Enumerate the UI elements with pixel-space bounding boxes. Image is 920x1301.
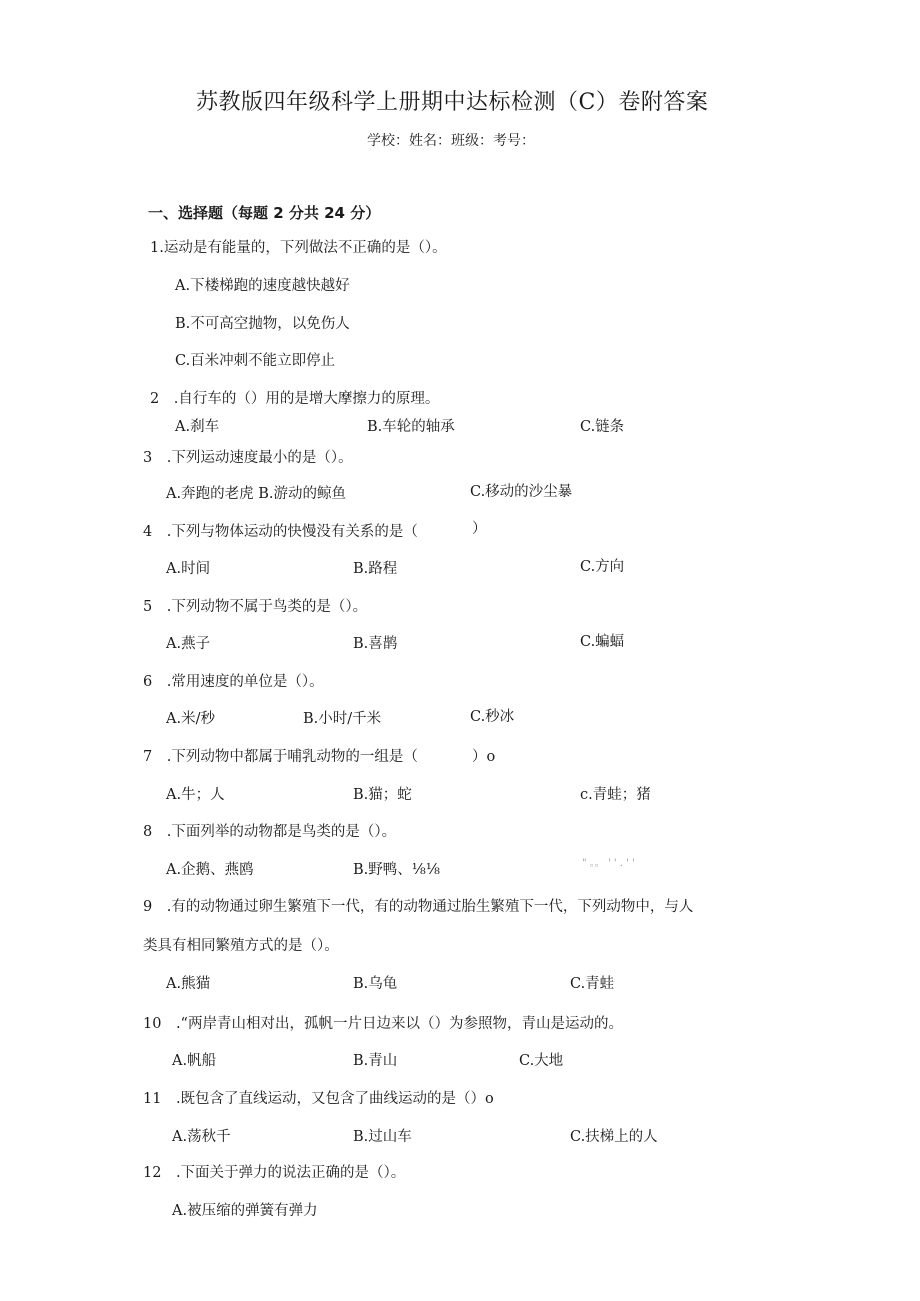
question-4-option-b: B.路程: [353, 561, 398, 577]
question-6: 6 .常用速度的单位是（）。: [143, 674, 324, 690]
question-3-option-ab: A.奔跑的老虎 B.游动的鲸鱼: [166, 486, 346, 502]
question-6-option-b: B.小时/千米: [303, 711, 382, 727]
question-10: 10 .“两岸青山相对出，孤帆一片日边来以（）为参照物，青山是运动的。: [143, 1016, 623, 1032]
question-7-option-c: c.青蛙；猪: [580, 787, 651, 803]
question-1: 1.运动是有能量的，下列做法不正确的是（）。: [150, 240, 447, 256]
question-3: 3 .下列运动速度最小的是（）。: [143, 450, 353, 466]
question-10-option-c: C.大地: [519, 1053, 564, 1069]
question-7: 7 .下列动物中都属于哺乳动物的一组是（: [143, 749, 418, 765]
question-2-option-a: A.刹车: [175, 419, 220, 435]
question-8-option-a: A.企鹅、燕鸥: [166, 862, 254, 878]
question-3-option-c: C.移动的沙尘暴: [470, 484, 573, 500]
question-4-option-a: A.时间: [166, 561, 211, 577]
question-2-option-b: B.车轮的轴承: [367, 419, 455, 435]
question-8: 8 .下面列举的动物都是鸟类的是（）。: [143, 824, 397, 840]
question-9-option-a: A.熊猫: [166, 976, 211, 992]
question-2-option-c: C.链条: [580, 419, 625, 435]
question-1-option-a: A.下楼梯跑的速度越快越好: [175, 278, 350, 294]
question-4-option-c: C.方向: [580, 559, 625, 575]
student-info-line: 学校：姓名：班级：考号：: [367, 133, 535, 149]
question-5: 5 .下列动物不属于鸟类的是（）。: [143, 599, 368, 615]
question-10-option-a: A.帆船: [172, 1053, 217, 1069]
section-heading: 一、选择题（每题 2 分共 24 分）: [148, 204, 381, 222]
question-1-option-c: C.百米冲刺不能立即停止: [175, 353, 336, 369]
question-12-option-a: A.被压缩的弹簧有弹力: [172, 1203, 318, 1219]
question-4: 4 .下列与物体运动的快慢没有关系的是（: [143, 524, 418, 540]
question-1-option-b: B.不可高空抛物，以免伤人: [175, 316, 350, 332]
question-8-option-c-faded: " 。。 ' ' . ' ': [582, 858, 635, 869]
question-6-option-a: A.米/秒: [166, 711, 215, 727]
question-4-close-paren: ）: [472, 521, 487, 537]
question-5-option-a: A.燕子: [166, 636, 211, 652]
page-title: 苏教版四年级科学上册期中达标检测（C）卷附答案: [196, 90, 709, 115]
question-9-line-2: 类具有相同繁殖方式的是（）。: [143, 938, 339, 954]
question-9: 9 .有的动物通过卵生繁殖下一代，有的动物通过胎生繁殖下一代，下列动物中，与人: [143, 899, 694, 915]
question-5-option-b: B.喜鹊: [353, 636, 398, 652]
question-6-option-c: C.秒冰: [470, 709, 515, 725]
question-2: 2 .自行车的（）用的是增大摩擦力的原理。: [150, 391, 440, 407]
question-12: 12 .下面关于弹力的说法正确的是（）。: [143, 1165, 406, 1181]
question-5-option-c: C.蝙蝠: [580, 634, 625, 650]
question-9-option-b: B.乌龟: [353, 976, 398, 992]
question-11-option-c: C.扶梯上的人: [570, 1129, 658, 1145]
question-10-option-b: B.青山: [353, 1053, 398, 1069]
question-11: 11 .既包含了直线运动，又包含了曲线运动的是（）o: [143, 1091, 494, 1107]
question-7-close-paren: ）o: [472, 749, 496, 765]
question-11-option-b: B.过山车: [353, 1129, 412, 1145]
question-11-option-a: A.荡秋千: [172, 1129, 231, 1145]
question-7-option-a: A.牛；人: [166, 787, 225, 803]
question-7-option-b: B.猫；蛇: [353, 787, 412, 803]
question-8-option-b: B.野鸭、⅛⅛: [353, 862, 440, 878]
question-9-option-c: C.青蛙: [570, 976, 615, 992]
